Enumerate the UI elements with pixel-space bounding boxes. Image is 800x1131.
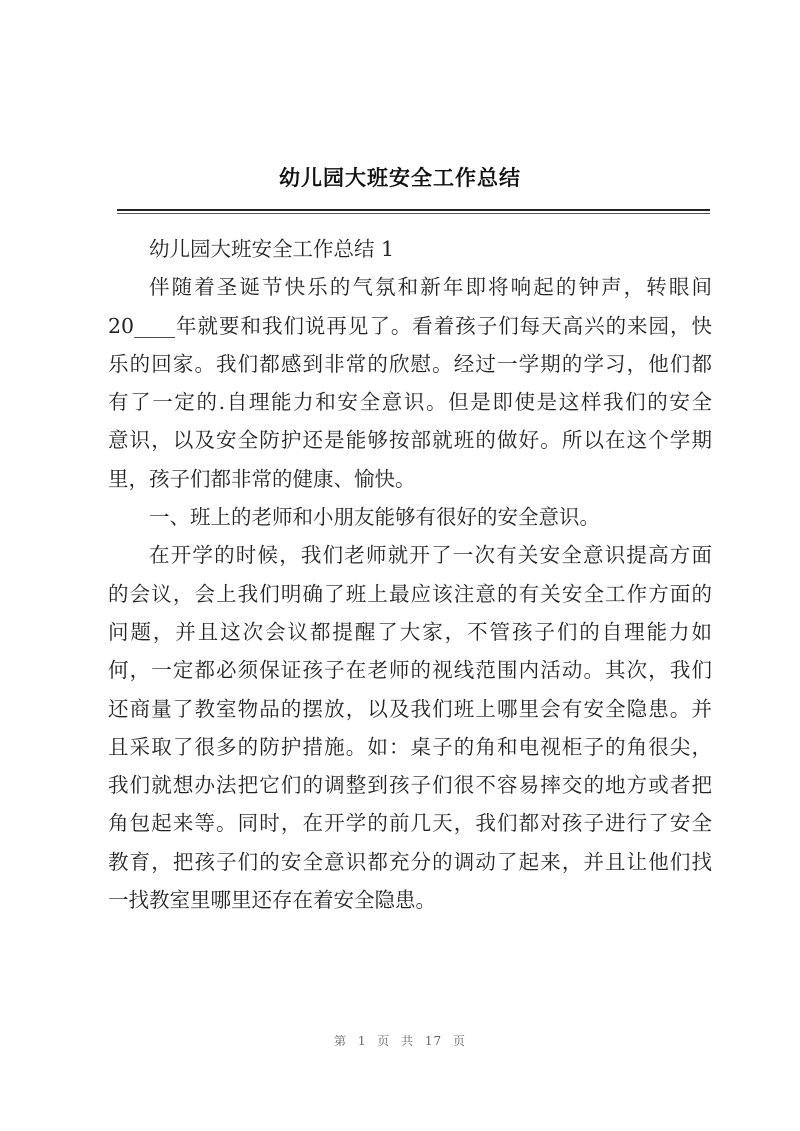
body-text-line: 问题，并且这次会议都提醒了大家，不管孩子们的自理能力如: [108, 619, 712, 644]
body-text-line: 在开学的时候，我们老师就开了一次有关安全意识提高方面: [149, 543, 712, 568]
document-body: [108, 230, 712, 919]
body-text-line: 意识，以及安全防护还是能够按部就班的做好。所以在这个学期: [108, 428, 712, 453]
body-text-line: 伴随着圣诞节快乐的气氛和新年即将响起的钟声，转眼间: [149, 275, 712, 300]
body-text-line: 有了一定的.自理能力和安全意识。但是即使是这样我们的安全: [108, 390, 712, 415]
title-divider: [117, 209, 710, 211]
body-text-line: 我们就想办法把它们的调整到孩子们很不容易摔交的地方或者把: [108, 773, 712, 798]
body-text-line: 何，一定都必须保证孩子在老师的视线范围内活动。其次，我们: [108, 658, 712, 683]
body-text-line: 一、班上的老师和小朋友能够有很好的安全意识。: [149, 505, 600, 530]
page-number-footer: 第 1 页 共 17 页: [334, 1034, 466, 1048]
body-text-line: 的会议，会上我们明确了班上最应该注意的有关安全工作方面的: [108, 581, 712, 606]
body-text-line: 且采取了很多的防护措施。如：桌子的角和电视柜子的角很尖，: [108, 734, 712, 759]
body-text-line: 角包起来等。同时，在开学的前几天，我们都对孩子进行了安全: [108, 811, 712, 836]
body-text-line: 乐的回家。我们都感到非常的欣慰。经过一学期的学习，他们都: [108, 351, 712, 376]
body-text-line: 幼儿园大班安全工作总结 1: [149, 237, 395, 261]
page-title: 幼儿园大班安全工作总结: [279, 165, 521, 190]
body-text-line: 教育，把孩子们的安全意识都充分的调动了起来，并且让他们找: [108, 849, 712, 874]
body-text-line: 里，孩子们都非常的健康、愉快。: [108, 466, 416, 491]
body-text-line: 20____年就要和我们说再见了。看着孩子们每天高兴的来园，快: [108, 313, 712, 338]
body-text-line: 一找教室里哪里还存在着安全隐患。: [108, 888, 436, 913]
title-divider-thin: [117, 213, 710, 214]
body-text-line: 还商量了教室物品的摆放，以及我们班上哪里会有安全隐患。并: [108, 696, 712, 721]
